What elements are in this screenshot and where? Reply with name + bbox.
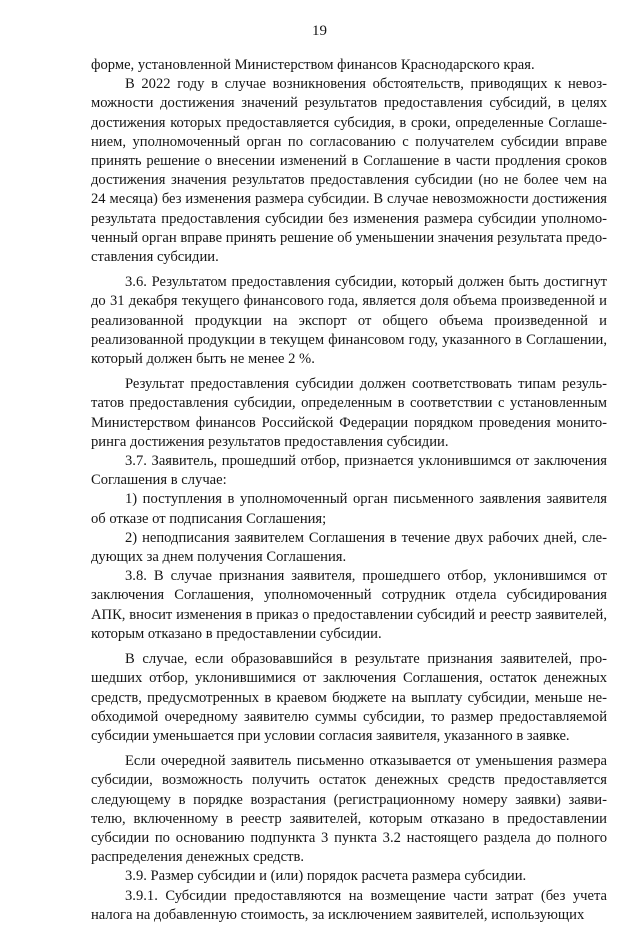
- page-number: 19: [312, 23, 327, 39]
- paragraph: 3.9.1. Субсидии предоставляются на возмещение части затрат (без учета налога на добавленную стоимость, за исключением заявителей, использующих: [91, 887, 607, 923]
- paragraph: 1) поступления в уполномоченный орган письменного заявления заявителя об отказе от подписания Соглашения;: [91, 491, 607, 527]
- paragraph: 2) неподписания заявителем Соглашения в течение двух рабочих дней, следующих за днем получения Соглашения.: [91, 529, 607, 566]
- paragraph: 3.9. Размер субсидии и (или) порядок расчета размера субсидии.: [125, 868, 527, 885]
- document-body: [91, 56, 607, 925]
- paragraph: В 2022 году в случае возникновения обстоятельств, приводящих к невозможности достижения значений результатов предоставления субсидий, в целях достижения которых предоставляется субсидия, в сроки, определенные Соглашением, уполномоченный орган по согласованию с получателем субсидии вправе принять решение о внесении изменений в Соглашение в части продления сроков достижения значения результатов предоставления субсидии (но не более чем на 24 месяца) без изменения размера субсидии. В случае невозможности достижения результата предоставления субсидии без изменения размера субсидии уполномоченный орган вправе принять решение об уменьшении значения результата предоставления субсидии.: [91, 76, 607, 266]
- paragraph: 3.7. Заявитель, прошедший отбор, признается уклонившимся от заключения Соглашения в случае:: [91, 453, 607, 489]
- paragraph: Результат предоставления субсидии должен соответствовать типам результатов предоставления субсидии, определенным в соответствии с установленным Министерством финансов Российской Федерации порядком проведения мониторинга достижения результатов предоставления субсидии.: [91, 376, 607, 450]
- paragraph: форме, установленной Министерством финансов Краснодарского края.: [91, 57, 535, 73]
- paragraph: 3.6. Результатом предоставления субсидии, который должен быть достигнут до 31 декабря текущего финансового года, является доля объема произведенной и реализованной продукции на экспорт от общего объема произведенной и реализованной продукции в текущем финансовом году, указанного в Соглашении, который должен быть не менее 2 %.: [91, 274, 607, 368]
- paragraph: В случае, если образовавшийся в результате признания заявителей, прошедших отбор, уклонившимися от заключения Соглашения, остаток денежных средств, предусмотренных в краевом бюджете на выплату субсидии, меньше необходимой очередному заявителю суммы субсидии, то размер предоставляемой субсидии уменьшается при условии согласия заявителя, указанного в заявке.: [91, 651, 607, 744]
- paragraph: Если очередной заявитель письменно отказывается от уменьшения размера субсидии, возможность получить остаток денежных средств предоставляется следующему в порядке возрастания (регистрационному номеру заявки) заявителю, включенному в реестр заявителей, которым отказано в предоставлении субсидии по основанию подпункта 3 пункта 3.2 настоящего раздела до полного распределения денежных средств.: [91, 753, 607, 866]
- paragraph: 3.8. В случае признания заявителя, прошедшего отбор, уклонившимся от заключения Соглашения, уполномоченный сотрудник отдела субсидирования АПК, вносит изменения в приказ о предоставлении субсидий и реестр заявителей, которым отказано в предоставлении субсидии.: [91, 568, 607, 642]
